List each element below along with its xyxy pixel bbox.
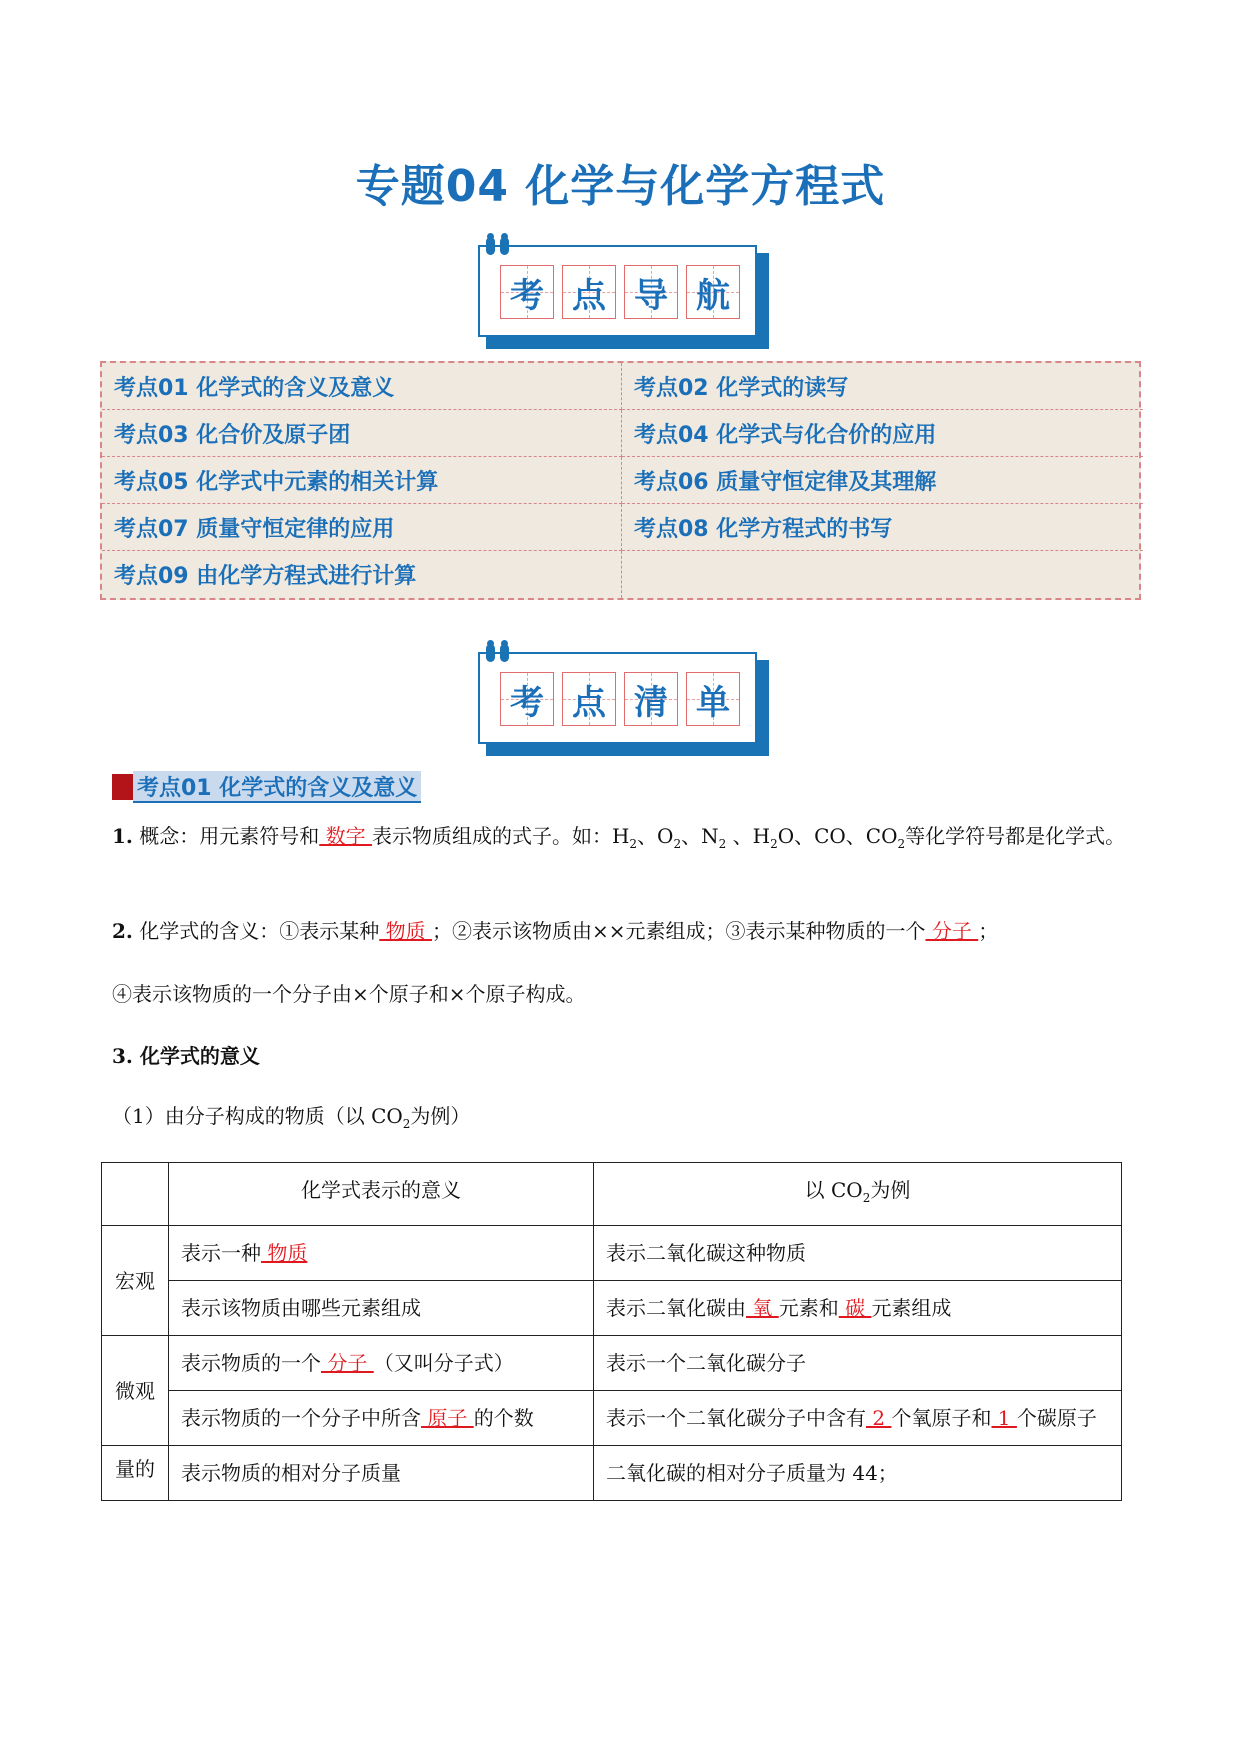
badge-char: 航 (686, 265, 740, 319)
table-row: 表示该物质由哪些元素组成 表示二氧化碳由 氧 元素和 碳 元素组成 (102, 1281, 1122, 1336)
row-category: 量的 (102, 1446, 169, 1501)
topic-item[interactable]: 考点08 化学方程式的书写 (622, 504, 1143, 551)
badge-char: 导 (624, 265, 678, 319)
answer-blank: 碳 (838, 1296, 872, 1320)
binder-ring-icon (500, 644, 509, 662)
answer-blank: 氧 (746, 1296, 779, 1320)
topic-item[interactable]: 考点02 化学式的读写 (622, 363, 1143, 410)
topic-item[interactable]: 考点07 质量守恒定律的应用 (102, 504, 622, 551)
badge-char: 点 (562, 672, 616, 726)
table-header: 化学式表示的意义 (169, 1163, 594, 1226)
section-title: 考点01 化学式的含义及意义 (133, 771, 421, 803)
table-row: 表示物质的一个分子中所含 原子 的个数 表示一个二氧化碳分子中含有 2 个氧原子和 1 个碳原子 (102, 1391, 1122, 1446)
badge-char: 单 (686, 672, 740, 726)
paragraph-meaning-4: ④表示该物质的一个分子由×个原子和×个原子构成。 (112, 982, 586, 1006)
topic-item[interactable]: 考点06 质量守恒定律及其理解 (622, 457, 1143, 504)
table-row: 微观 表示物质的一个 分子 （又叫分子式） 表示一个二氧化碳分子 (102, 1336, 1122, 1391)
badge-char: 点 (562, 265, 616, 319)
topic-item[interactable]: 考点03 化合价及原子团 (102, 410, 622, 457)
badge-char: 考 (500, 265, 554, 319)
page-title: 专题04 化学与化学方程式 (355, 161, 886, 212)
row-category: 宏观 (102, 1226, 169, 1336)
badge-char: 考 (500, 672, 554, 726)
row-category: 微观 (102, 1336, 169, 1446)
binder-ring-icon (486, 644, 495, 662)
topic-item-empty (622, 551, 1143, 598)
badge-char: 清 (624, 672, 678, 726)
answer-blank: 2 (866, 1406, 892, 1430)
answer-blank: 物质 (261, 1241, 308, 1265)
answer-blank: 原子 (421, 1406, 474, 1430)
topic-item[interactable]: 考点09 由化学方程式进行计算 (102, 551, 622, 598)
section-badge-navigation (478, 245, 765, 345)
table-header-row (102, 1163, 1122, 1226)
paragraph-molecular: （1）由分子构成的物质（以 $CO_2$为例） (112, 1104, 471, 1131)
section-badge-checklist (478, 652, 765, 752)
topic-item[interactable]: 考点05 化学式中元素的相关计算 (102, 457, 622, 504)
paragraph-meaning: 2. 化学式的含义：①表示某种 物质 ；②表示该物质由××元素组成；③表示某种物质的一个 分子 ； (112, 919, 999, 943)
answer-blank: 物质 (379, 919, 432, 943)
table-row: 宏观 表示一种 物质 表示二氧化碳这种物质 (102, 1226, 1122, 1281)
answer-blank: 1 (991, 1406, 1017, 1430)
formula-meaning-table (101, 1162, 1122, 1501)
section-marker-icon (112, 774, 133, 800)
table-row: 量的 表示物质的相对分子质量 二氧化碳的相对分子质量为 44； (102, 1446, 1122, 1501)
binder-ring-icon (500, 237, 509, 255)
topic-item[interactable]: 考点04 化学式与化合价的应用 (622, 410, 1143, 457)
answer-blank: 分子 (925, 919, 979, 943)
answer-blank: 数字 (319, 824, 372, 848)
paragraph-concept: 1. 概念：用元素符号和 数字 表示物质组成的式子。如：$H_2$、$O_2$、$N_2$ 、$H_2O$、CO、$CO_2$等化学符号都是化学式。 (112, 824, 1126, 851)
table-header: 以 $CO_2$为例 (594, 1163, 1122, 1226)
subheading-significance: 3. 化学式的意义 (112, 1044, 260, 1068)
answer-blank: 分子 (321, 1351, 374, 1375)
binder-ring-icon (486, 237, 495, 255)
topics-table (100, 361, 1141, 600)
topic-item[interactable]: 考点01 化学式的含义及意义 (102, 363, 622, 410)
section-heading (112, 770, 421, 804)
